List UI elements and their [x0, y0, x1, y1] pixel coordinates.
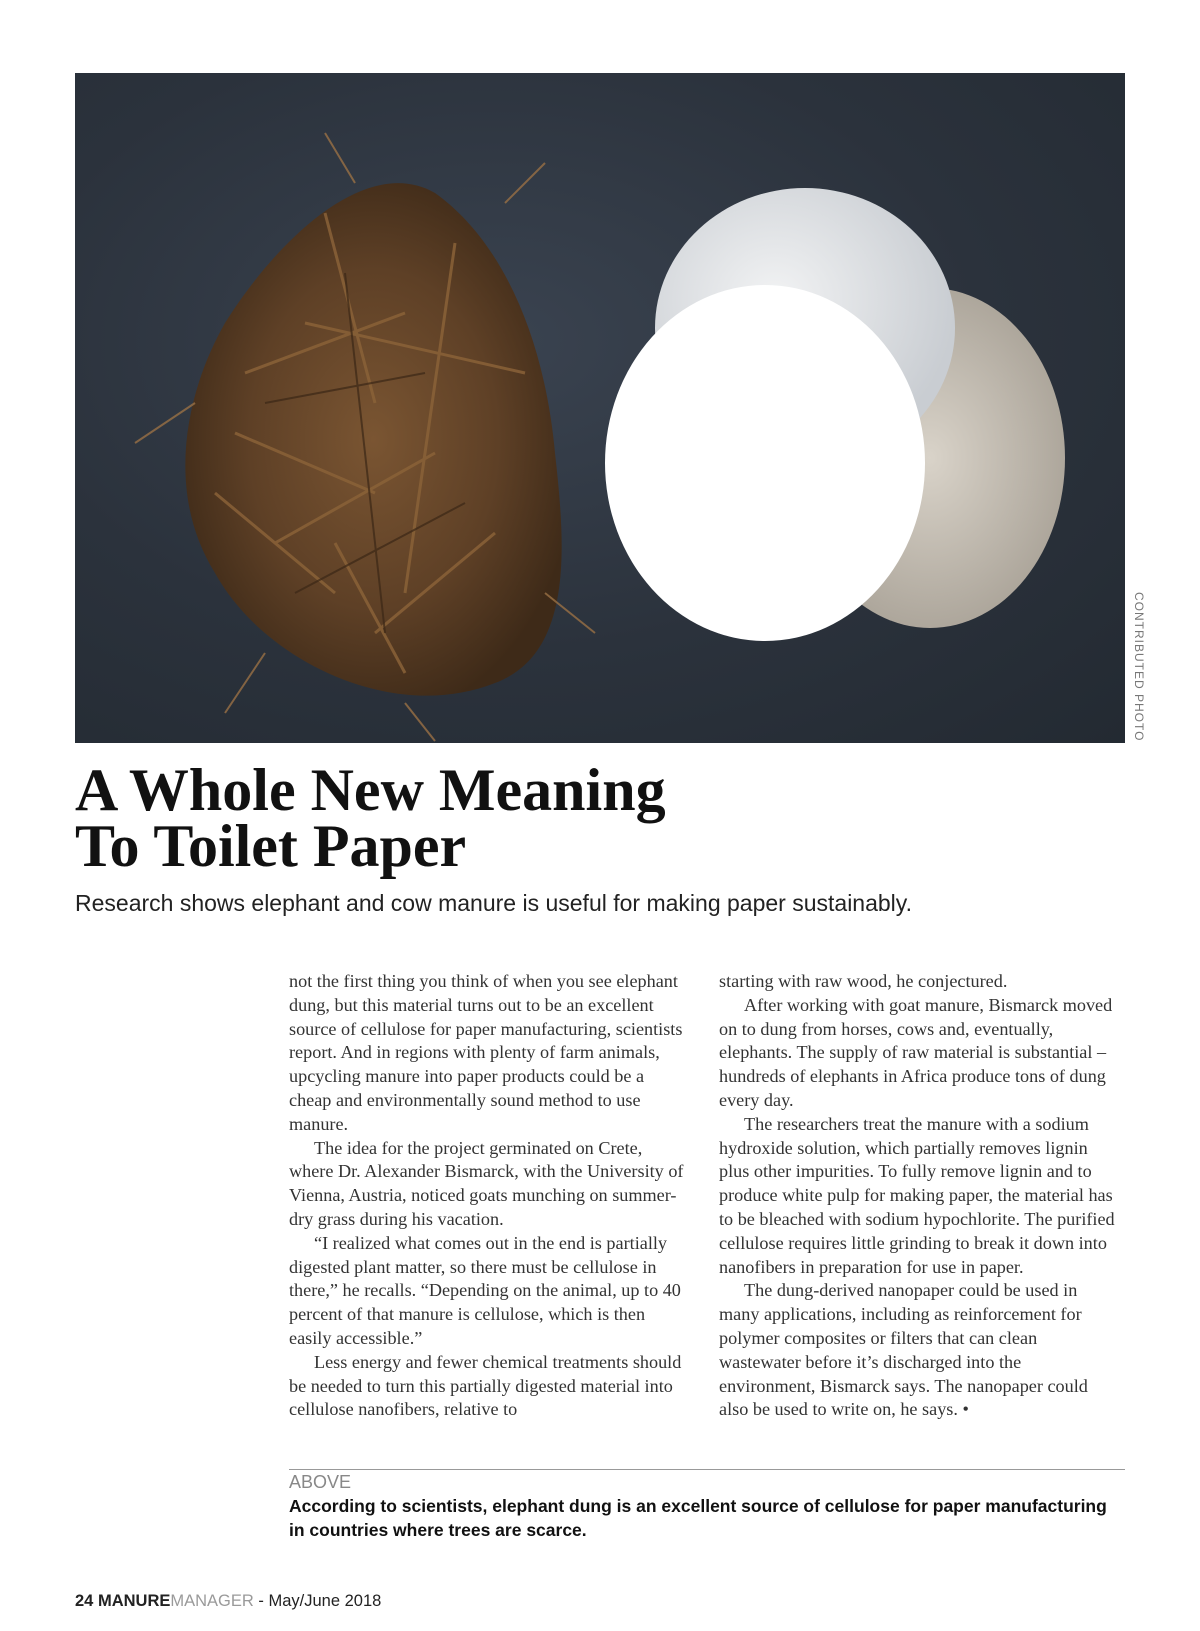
body-paragraph: After working with goat manure, Bismarck moved on to dung from horses, cows and, eventually, elephants. The supply of raw material is substantial – hundreds of elephants in Africa produce tons of dung every day. — [719, 994, 1113, 1110]
article-title — [75, 757, 975, 879]
magazine-name-light: MANAGER — [170, 1592, 254, 1610]
title-line-2: To Toilet Paper — [75, 813, 467, 879]
body-paragraph: The researchers treat the manure with a sodium hydroxide solution, which partially removes lignin plus other impurities. To fully remove lignin and to produce white pulp for making paper, the material has to be bleached with sodium hypochlorite. The purified cellulose requires little grinding to break it down into nanofibers in preparation for use in paper. — [719, 1113, 1115, 1277]
caption-label: ABOVE — [289, 1472, 352, 1492]
paper-discs — [605, 188, 1065, 641]
body-paragraph: The idea for the project germinated on Crete, where Dr. Alexander Bismarck, with the University of Vienna, Austria, noticed goats munching on summer-dry grass during his vacation. — [289, 1137, 684, 1229]
dung-pile — [135, 133, 595, 741]
article-photo — [75, 73, 1125, 743]
body-paragraph: starting with raw wood, he conjectured. — [719, 971, 1008, 991]
issue-date: - May/June 2018 — [258, 1592, 382, 1610]
body-column-left — [289, 970, 689, 1422]
body-column-right — [719, 970, 1119, 1422]
page-number: 24 — [75, 1592, 94, 1610]
body-paragraph: not the first thing you think of when you see elephant dung, but this material turns out to be an excellent source of cellulose for paper manufacturing, scientists report. And in regions with plenty of farm animals, upcycling manure into paper products could be a cheap and environmentally sound method to use manure. — [289, 971, 683, 1134]
body-paragraph: The dung-derived nanopaper could be used in many applications, including as reinforcement for polymer composites or filters that can clean wastewater before it’s discharged into the environment, Bismarck says. The nanopaper could also be used to write on, he says. • — [719, 1280, 1088, 1420]
body-paragraph: Less energy and fewer chemical treatments should be needed to turn this partially digested material into cellulose nanofibers, relative to — [289, 1351, 682, 1420]
body-paragraph: “I realized what comes out in the end is partially digested plant matter, so there must be cellulose in there,” he recalls. “Depending on the animal, up to 40 percent of that manure is cellulose, which is then easily accessible.” — [289, 1232, 681, 1348]
title-line-1: A Whole New Meaning — [75, 757, 666, 823]
photo-credit: CONTRIBUTED PHOTO — [1132, 592, 1146, 742]
page-footer — [75, 1592, 381, 1611]
caption-divider — [289, 1469, 1125, 1470]
photo-illustration — [75, 73, 1125, 743]
magazine-name-bold: MANURE — [97, 1592, 171, 1610]
article-subtitle: Research shows elephant and cow manure is useful for making paper sustainably. — [75, 890, 912, 916]
caption-text: According to scientists, elephant dung is an excellent source of cellulose for paper manufacturing in countries where trees are scarce. — [289, 1496, 1107, 1540]
